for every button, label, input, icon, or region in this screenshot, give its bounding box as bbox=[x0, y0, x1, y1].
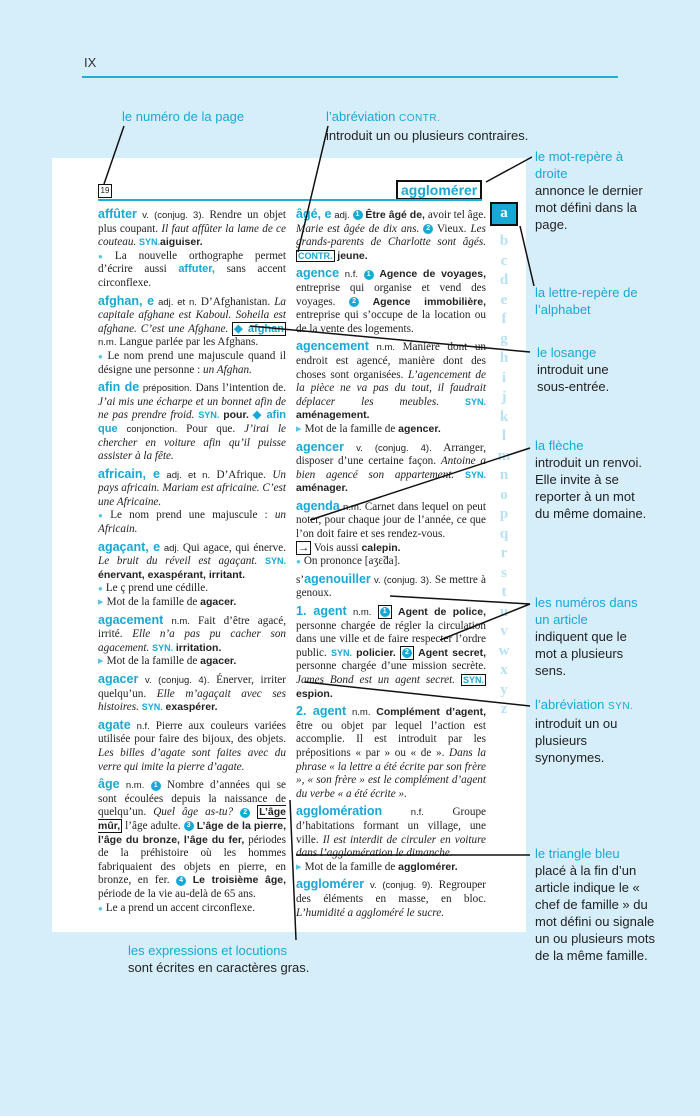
entry-afghan: afghan, e adj. et n. D’Afghanistan. La capitale afghane est Kaboul. Soheila est afghane. C’est une Afghane. ◆ afghan n.m. Langue parlée par les Afghans. ● Le nom prend une majuscule quand il désigne une personne : un Afghan. bbox=[98, 295, 286, 378]
entry-age-e: âgé, e adj. 1 Être âgé de, avoir tel âge. Marie est âgée de dix ans. 2 Vieux. Les grands-parents de Charlotte sont âgés. CONTR. jeune. bbox=[296, 207, 486, 262]
callout-letter: la lettre-repère de l’alphabet bbox=[535, 285, 638, 317]
entry-affuter: affûter v. (conjug. 3). Rendre un objet plus coupant. Il faut affûter la lame de ce couteau. SYN.aiguiser. ● La nouvelle orthographe permet d’écrire aussi affuter, sans accent circonflexe. bbox=[98, 208, 286, 291]
entry-agence: agence n.f. 1 Agence de voyages, entreprise qui organise et vend des voyages. 2 Agence immobilière, entreprise qui s’occupe de la location ou de la vente des logements. bbox=[296, 266, 487, 335]
roman-page-number: IX bbox=[84, 55, 97, 70]
entry-agenda: agenda n.m. Carnet dans lequel on peut noter, pour chaque jour de l’année, ce que l’on doit faire et ses rendez-vous. → Vois aussi calepin. ● On prononce [aʒɛ̃da]. bbox=[296, 500, 486, 569]
callout-numeros: les numéros dans un article indiquent que le mot a plusieurs sens. bbox=[535, 595, 638, 678]
entry-agacement: agacement n.m. Fait d’être agacé, irrité. Elle n’a pas pu cacher son agacement. SYN. irritation. ▸ Mot de la famille de agacer. bbox=[98, 614, 286, 669]
sense-number-1: 1 bbox=[380, 607, 390, 617]
callout-fleche: la flèche introduit un renvoi. Elle invite à se reporter à un mot du même domaine. bbox=[535, 438, 647, 521]
sense-number-2: 2 bbox=[402, 648, 412, 658]
triangle-family-line: ▸ Mot de la famille de agglomérer. bbox=[296, 861, 486, 875]
callout-contr: l’abréviation CONTR. introduit un ou plusieurs contraires. bbox=[326, 109, 529, 143]
entry-age: âge n.m. 1 Nombre d’années qui se sont écoulées depuis la naissance de quelqu’un. Quel âge as-tu? 2 L’âge mûr, l’âge adulte. 3 L’âge de la pierre, l’âge du bronze, l’âge du fer, périodes de la préhistoire où les hommes fabriquaient des objets en pierre, en bronze, en fer. 4 Le troisième âge, période de la vie au-delà de 65 ans. ● Le a prend un accent circonflexe. bbox=[98, 778, 286, 915]
entry-agencement: agencement n.m. Manière dont un endroit est agencé, manière dont des choses sont organisées. L’agencement de la pièce ne va pas du tout, il faudrait déplacer les meubles. SYN. aménagement. ▸ Mot de la famille de agencer. bbox=[296, 340, 486, 436]
entry-agent-2: 2. agent n.m. Complément d’agent, être ou objet par lequel l’action est accomplie. Il est introduit par les prépositions « par » ou « de ». Dans la phrase « la lettre a été écrite par son frère », « son frère » est le complément d’agent du verbe « a été écrite ». bbox=[296, 704, 487, 800]
entry-agglomeration: agglomération n.f. Groupe d’habitations formant un village, une ville. Il est interdit de circuler en voiture dans l’agglomération le dimanche. ▸ Mot de la famille de agglomérer. bbox=[296, 805, 486, 874]
syn-box: SYN. bbox=[463, 675, 485, 685]
arrow-reference-icon: → bbox=[298, 541, 310, 554]
note: ● La nouvelle orthographe permet d’écrire aussi affuter, sans accent circonflexe. bbox=[98, 250, 286, 291]
entry-agate: agate n.f. Pierre aux couleurs variées utilisée pour faire des bijoux, des objets. Les billes d’agate sont faites avec du verre qui imite la pierre d’agate. bbox=[98, 717, 286, 773]
losange-subentry: ◆ afghan bbox=[234, 322, 284, 335]
callout-syn: l’abréviation SYN. introduit un ou plusieurs synonymes. bbox=[535, 697, 634, 765]
entry-agacer: agacer v. (conjug. 4). Énerver, irriter quelqu’un. Elle m’agaçait avec ses histoires. SYN. exaspérer. bbox=[98, 672, 287, 714]
header-word: agglomérer bbox=[396, 180, 482, 200]
callout-expressions: les expressions et locutions sont écrites en caractères gras. bbox=[128, 943, 310, 975]
expression-box: L’âge mûr, bbox=[98, 806, 287, 832]
entry-agenouiller: s’agenouiller v. (conjug. 3). Se mettre à genoux. bbox=[296, 571, 486, 600]
entry-afin-de: afin de préposition. Dans l’intention de. J’ai mis une écharpe et un bonnet afin de ne pas prendre froid. SYN. pour. ◆ afin que conjonction. Pour que. J’irai le chercher en voiture afin qu’il puisse assister à la fête. bbox=[98, 380, 287, 463]
page-number-box: 19 bbox=[98, 184, 112, 198]
callout-triangle: le triangle bleu placé à la fin d’un article indique le « chef de famille » du mot défini ou signale un ou plusieurs mots de la même famille. bbox=[535, 846, 655, 963]
entry-africain: africain, e adj. et n. D’Afrique. Un pays africain. Mariam est africaine. C’est une Africaine. ● Le nom prend une majuscule : un Africain. bbox=[98, 468, 286, 537]
callout-headword: le mot-repère à droite annonce le dernier mot défini dans la page. bbox=[535, 149, 643, 232]
contr-box: CONTR. bbox=[298, 250, 333, 261]
letter-a: a bbox=[490, 202, 518, 226]
entry-agglomerer: agglomérer v. (conjug. 9). Regrouper des éléments en masse, en bloc. L’humidité a aggloméré le sucre. bbox=[296, 877, 487, 919]
callout-losange: le losange introduit une sous-entrée. bbox=[537, 345, 610, 394]
callout-page-number: le numéro de la page bbox=[122, 109, 245, 124]
entry-agencer: agencer v. (conjug. 4). Arranger, disposer d’une certaine façon. Antoine a bien agencé son appartement. SYN. aménager. bbox=[296, 439, 487, 495]
entry-agacant: agaçant, e adj. Qui agace, qui énerve. Le bruit du réveil est agaçant. SYN. énervant, exaspérant, irritant. ● Le ç prend une cédille. ▸ Mot de la famille de agacer. bbox=[98, 541, 286, 610]
entry-agent-1: 1. agent n.m. 1 Agent de police, personne chargée de régler la circulation dans une ville et de faire respecter l’ordre public. SYN. policier. 2 Agent secret, personne chargée d’une mission secrète. James Bond est un agent secret. SYN. espion. bbox=[296, 604, 487, 700]
alphabet-index: a b c d e f g h i j k l m n o p q r s t u v w x y z bbox=[490, 202, 518, 720]
